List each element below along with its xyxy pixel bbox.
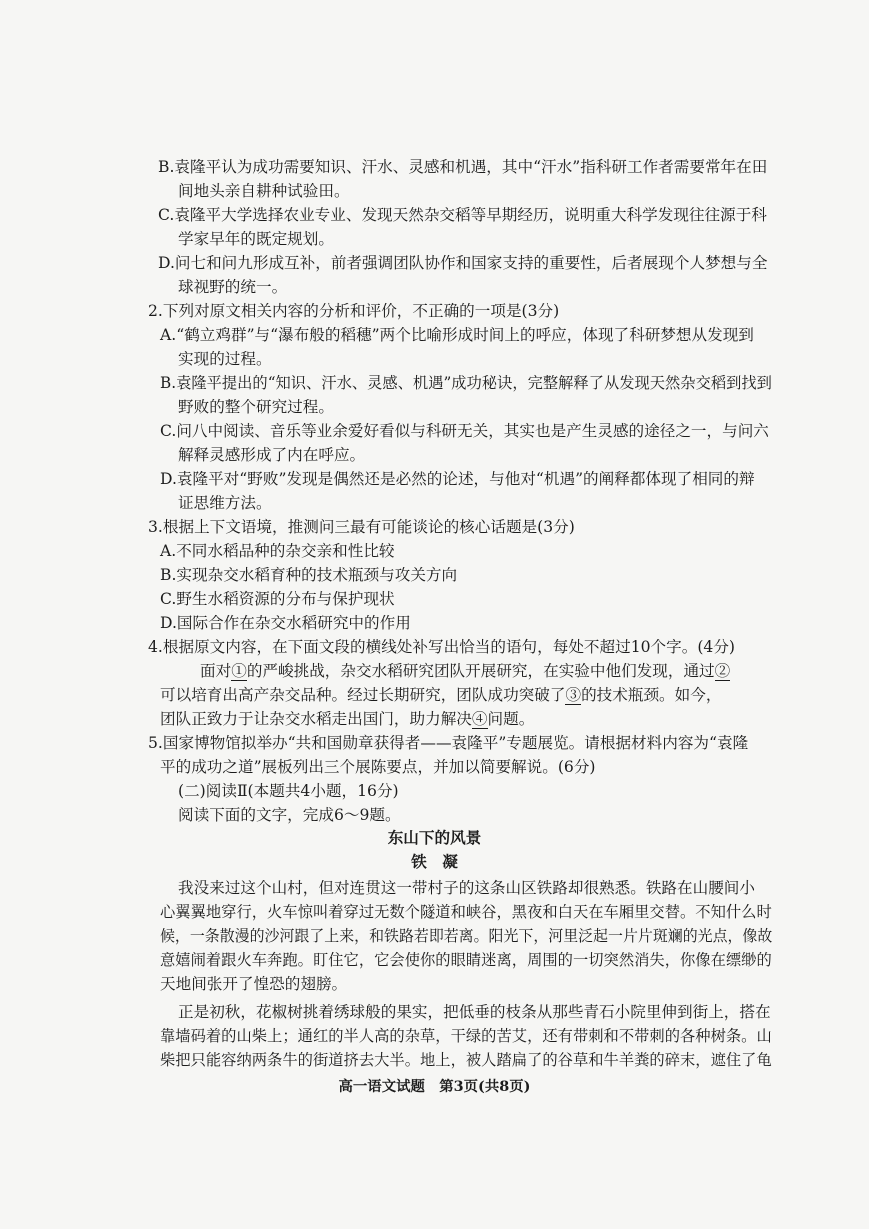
q4-blank-4: ④ [471, 710, 488, 728]
q2-stem: 2.下列对原文相关内容的分析和评价，不正确的一项是(3分) [148, 302, 560, 320]
q3-option-c: C.野生水稻资源的分布与保护现状 [160, 590, 395, 608]
q3-option-b: B.实现杂交水稻育种的技术瓶颈与攻关方向 [160, 566, 458, 584]
article-p2-line2: 靠墙码着的山柴上；通红的半人高的杂草，干绿的苦艾，还有带刺和不带刺的各种树条。山 [160, 1027, 772, 1045]
section-2-instruction: 阅读下面的文字，完成6～9题。 [178, 806, 401, 824]
q4-text: 团队正致力于让杂交水稻走出国门，助力解决 [160, 710, 472, 728]
q4-text: 面对 [200, 662, 232, 680]
article-p1-line4: 意嬉闹着跟火车奔跑。盯住它，它会使你的眼睛迷离，周围的一切突然消失，你像在缥缈的 [160, 951, 772, 969]
q4-text: 的严峻挑战，杂交水稻研究团队开展研究，在实验中他们发现，通过 [246, 662, 715, 680]
q4-text: 可以培育出高产杂交品种。经过长期研究，团队成功突破了 [160, 686, 566, 704]
article-p1-line2: 心翼翼地穿行，火车惊叫着穿过无数个隧道和峡谷，黑夜和白天在车厢里交替。不知什么时 [160, 903, 772, 921]
article-p1-line3: 候，一条散漫的沙河跟了上来，和铁路若即若离。阳光下，河里泛起一片片斑斓的光点，像故 [160, 927, 773, 945]
q1-option-c-line2: 学家早年的既定规划。 [178, 230, 334, 248]
q2-option-b-line2: 野败的整个研究过程。 [178, 398, 334, 416]
q2-option-d-line2: 证思维方法。 [178, 494, 272, 512]
q2-option-d-line1: D.袁隆平对“野败”发现是偶然还是必然的论述，与他对“机遇”的阐释都体现了相同的辩 [160, 470, 755, 488]
article-p1-line5: 天地间张开了惶恐的翅膀。 [160, 975, 348, 993]
article-p2-line1: 正是初秋，花椒树挑着绣球般的果实，把低垂的枝条从那些青石小院里伸到街上，搭在 [178, 1003, 771, 1021]
q2-option-c-line1: C.问八中阅读、音乐等业余爱好看似与科研无关，其实也是产生灵感的途径之一，与问六 [160, 422, 769, 440]
article-title: 东山下的风景 [387, 828, 482, 847]
q4-blank-2: ② [714, 662, 731, 680]
article-author: 铁 凝 [411, 852, 458, 871]
section-2-title: (二)阅读Ⅱ(本题共4小题，16分) [178, 782, 399, 800]
q4-passage-line2 [160, 683, 721, 707]
article-p1-line1: 我没来过这个山村，但对连贯这一带村子的这条山区铁路却很熟悉。铁路在山腰间小 [178, 879, 755, 897]
article-p2-line3: 柴把只能容纳两条牛的街道挤去大半。地上，被人踏扁了的谷草和牛羊粪的碎末，遮住了龟 [160, 1051, 772, 1069]
q4-text: 问题。 [487, 710, 535, 728]
q1-option-b-line2: 间地头亲自耕种试验田。 [178, 182, 350, 200]
q3-option-d: D.国际合作在杂交水稻研究中的作用 [160, 614, 411, 632]
q2-option-a-line2: 实现的过程。 [178, 350, 272, 368]
page-footer: 高一语文试题 第3页(共8页) [338, 1078, 531, 1095]
q3-stem: 3.根据上下文语境，推测问三最有可能谈论的核心话题是(3分) [148, 518, 575, 536]
q4-passage-line3 [160, 707, 534, 731]
q2-option-a-line1: A.“鹤立鸡群”与“瀑布般的稻穗”两个比喻形成时间上的呼应，体现了科研梦想从发现到 [160, 326, 754, 344]
q5-stem-line2: 平的成功之道”展板列出三个展陈要点，并加以简要解说。(6分) [160, 758, 596, 776]
q4-stem: 4.根据原文内容，在下面文段的横线处补写出恰当的语句，每处不超过10个字。(4分) [148, 638, 735, 656]
q5-stem-line1: 5.国家博物馆拟举办“共和国勋章获得者——袁隆平”专题展览。请根据材料内容为“袁隆 [148, 734, 749, 752]
q4-blank-1: ① [231, 662, 247, 680]
q1-option-d-line1: D.问七和问九形成互补，前者强调团队协作和国家支持的重要性，后者展现个人梦想与全 [158, 254, 768, 272]
q1-option-d-line2: 球视野的统一。 [178, 278, 288, 296]
q4-text: 的技术瓶颈。如今， [581, 686, 722, 704]
q4-passage-line1 [200, 659, 730, 683]
q2-option-c-line2: 解释灵感形成了内在呼应。 [178, 446, 366, 464]
q4-blank-3: ③ [565, 686, 582, 704]
q3-option-a: A.不同水稻品种的杂交亲和性比较 [160, 542, 395, 560]
q2-option-b-line1: B.袁隆平提出的“知识、汗水、灵感、机遇”成功秘诀，完整解释了从发现天然杂交稻到找到 [160, 374, 772, 392]
q1-option-c-line1: C.袁隆平大学选择农业专业、发现天然杂交稻等早期经历，说明重大科学发现往往源于科 [158, 206, 767, 224]
q1-option-b-line1: B.袁隆平认为成功需要知识、汗水、灵感和机遇，其中“汗水”指科研工作者需要常年在田 [158, 158, 768, 176]
